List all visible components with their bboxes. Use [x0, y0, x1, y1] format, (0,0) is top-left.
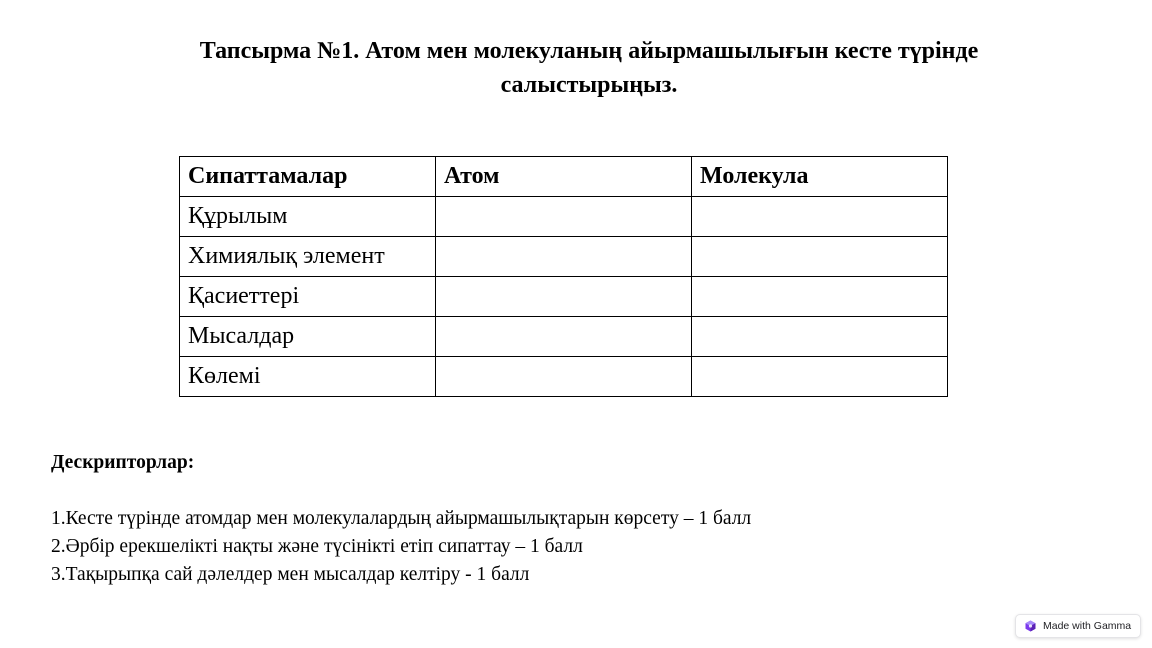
descriptors-heading: Дескрипторлар:: [51, 452, 195, 473]
cell-molecule: [692, 317, 948, 357]
row-label: Химиялық элемент: [180, 237, 436, 277]
table-row: [180, 237, 948, 277]
row-label: Құрылым: [180, 197, 436, 237]
cell-atom: [436, 277, 692, 317]
table-row: [180, 197, 948, 237]
row-label: Мысалдар: [180, 317, 436, 357]
table-row: [180, 277, 948, 317]
cell-molecule: [692, 197, 948, 237]
page-title: [100, 34, 1078, 102]
descriptor-item: 3.Тақырыпқа сай дәлелдер мен мысалдар келтіру - 1 балл: [51, 564, 530, 585]
cell-molecule: [692, 237, 948, 277]
cell-atom: [436, 197, 692, 237]
cell-atom: [436, 237, 692, 277]
comparison-table: [179, 156, 948, 397]
row-label: Қасиеттері: [180, 277, 436, 317]
header-molecule: Молекула: [692, 157, 948, 197]
row-label: Көлемі: [180, 357, 436, 397]
cell-atom: [436, 357, 692, 397]
table-row: [180, 357, 948, 397]
title-line-1: Тапсырма №1. Атом мен молекуланың айырмашылығын кесте түрінде: [199, 38, 979, 64]
descriptors-section: [51, 449, 751, 589]
header-characteristics: Сипаттамалар: [180, 157, 436, 197]
table-row: [180, 317, 948, 357]
cell-molecule: [692, 357, 948, 397]
made-with-gamma-badge[interactable]: [1015, 614, 1141, 638]
gamma-logo-icon: [1025, 620, 1036, 632]
title-line-2: салыстырыңыз.: [500, 72, 678, 98]
badge-label: Made with Gamma: [1043, 620, 1132, 632]
descriptor-item: 2.Әрбір ерекшелікті нақты және түсінікті етіп сипаттау – 1 балл: [51, 536, 583, 557]
table-header-row: [180, 157, 948, 197]
descriptor-item: 1.Кесте түрінде атомдар мен молекулалардың айырмашылықтарын көрсету – 1 балл: [51, 508, 752, 529]
cell-atom: [436, 317, 692, 357]
header-atom: Атом: [436, 157, 692, 197]
cell-molecule: [692, 277, 948, 317]
